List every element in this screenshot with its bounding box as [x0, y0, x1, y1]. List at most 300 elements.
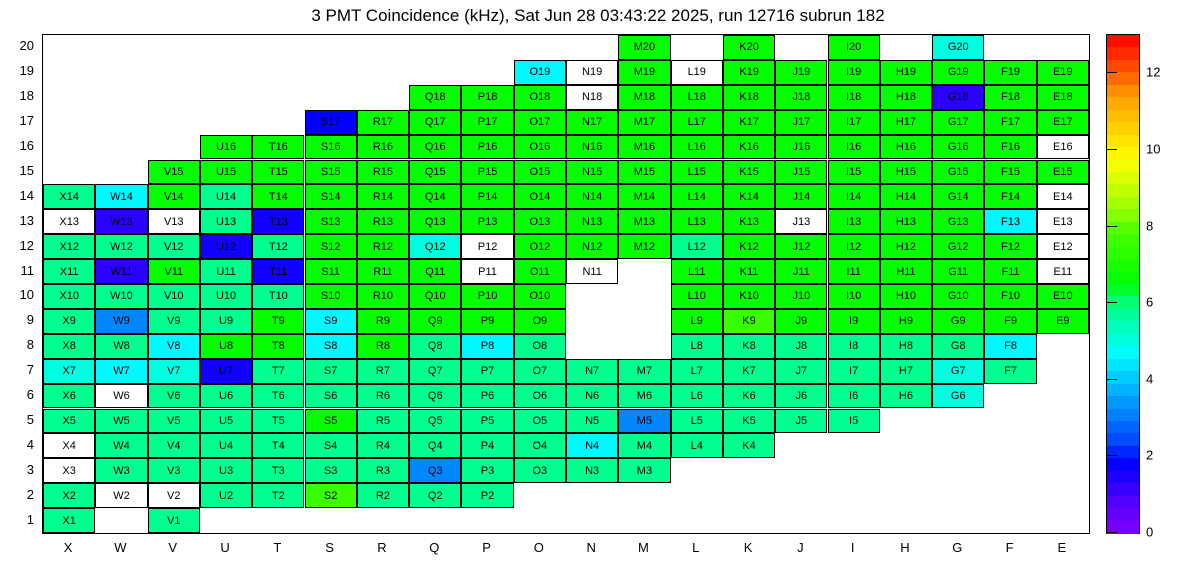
- colorbar-segment: [1107, 396, 1139, 409]
- heatmap-cell: N4: [566, 433, 618, 458]
- heatmap-cell: X13: [43, 209, 95, 234]
- heatmap-cell: V12: [148, 234, 200, 259]
- heatmap-cell: V8: [148, 334, 200, 359]
- heatmap-cell: R13: [357, 209, 409, 234]
- colorbar-segment: [1107, 72, 1139, 85]
- heatmap-cell: I6: [828, 384, 880, 409]
- heatmap-cell: S13: [305, 209, 357, 234]
- heatmap-cell: K12: [723, 234, 775, 259]
- heatmap-cell: G18: [932, 85, 984, 110]
- heatmap-cell: P15: [461, 160, 513, 185]
- heatmap-cell: U15: [200, 160, 252, 185]
- heatmap-cell: H16: [880, 135, 932, 160]
- heatmap-cell: K4: [723, 433, 775, 458]
- y-tick-label: 14: [19, 187, 34, 203]
- heatmap-cell: V13: [148, 209, 200, 234]
- heatmap-cell: V4: [148, 433, 200, 458]
- heatmap-cell: X14: [43, 184, 95, 209]
- colorbar-segment: [1107, 222, 1139, 235]
- colorbar-tick-label: 0: [1146, 524, 1154, 540]
- colorbar-segment: [1107, 446, 1139, 459]
- heatmap-cell: R2: [357, 483, 409, 508]
- x-tick-label: S: [325, 540, 334, 555]
- heatmap-cell: K10: [723, 284, 775, 309]
- y-tick-label: 8: [26, 337, 34, 353]
- heatmap-cell: K18: [723, 85, 775, 110]
- heatmap-cell: I12: [828, 234, 880, 259]
- heatmap-cell: S3: [305, 458, 357, 483]
- heatmap-cell: M3: [618, 458, 670, 483]
- heatmap-cell: G12: [932, 234, 984, 259]
- heatmap-cell: S16: [305, 135, 357, 160]
- x-tick-label: T: [273, 540, 282, 555]
- heatmap-cell: S8: [305, 334, 357, 359]
- x-tick-label: W: [114, 540, 127, 555]
- heatmap-cell: T13: [252, 209, 304, 234]
- heatmap-cell: W9: [95, 309, 147, 334]
- heatmap-cell: E12: [1037, 234, 1089, 259]
- heatmap-cell: P2: [461, 483, 513, 508]
- heatmap-cell: X11: [43, 259, 95, 284]
- heatmap-cell: E10: [1037, 284, 1089, 309]
- colorbar-segment: [1107, 247, 1139, 260]
- heatmap-cell: X4: [43, 433, 95, 458]
- colorbar-segment: [1107, 458, 1139, 471]
- heatmap-cell: N3: [566, 458, 618, 483]
- y-tick-label: 10: [19, 287, 34, 303]
- heatmap-cell: N15: [566, 160, 618, 185]
- heatmap-cell: X10: [43, 284, 95, 309]
- heatmap-cell: R11: [357, 259, 409, 284]
- heatmap-cell: W2: [95, 483, 147, 508]
- x-tick-label: G: [952, 540, 963, 555]
- colorbar-segment: [1107, 421, 1139, 434]
- heatmap-cell: T5: [252, 409, 304, 434]
- heatmap-cell: I17: [828, 110, 880, 135]
- heatmap-cell: N6: [566, 384, 618, 409]
- heatmap-cell: K17: [723, 110, 775, 135]
- heatmap-cell: K16: [723, 135, 775, 160]
- heatmap-cell: X9: [43, 309, 95, 334]
- heatmap-cell: U5: [200, 409, 252, 434]
- y-tick-label: 12: [19, 237, 34, 253]
- heatmap-cell: J5: [775, 409, 827, 434]
- heatmap-cell: L13: [671, 209, 723, 234]
- heatmap-cell: W14: [95, 184, 147, 209]
- heatmap-cell: V6: [148, 384, 200, 409]
- x-tick-label: J: [797, 540, 804, 555]
- heatmap-cell: Q2: [409, 483, 461, 508]
- heatmap-cell: Q18: [409, 85, 461, 110]
- heatmap-cell: Q9: [409, 309, 461, 334]
- heatmap-cell: V2: [148, 483, 200, 508]
- x-tick-label: E: [1057, 540, 1067, 555]
- heatmap-cell: U7: [200, 359, 252, 384]
- heatmap-cell: F14: [984, 184, 1036, 209]
- heatmap-cell: L19: [671, 60, 723, 85]
- heatmap-cell: V1: [148, 508, 200, 533]
- heatmap-cell: V15: [148, 160, 200, 185]
- heatmap-cell: K9: [723, 309, 775, 334]
- heatmap-cell: M13: [618, 209, 670, 234]
- x-tick-label: L: [692, 540, 700, 555]
- y-tick-label: 19: [19, 63, 34, 79]
- heatmap-cell: E9: [1037, 309, 1089, 334]
- heatmap-cell: T11: [252, 259, 304, 284]
- heatmap-cell: S10: [305, 284, 357, 309]
- heatmap-cell: W12: [95, 234, 147, 259]
- heatmap-cell: I7: [828, 359, 880, 384]
- heatmap-cell: H7: [880, 359, 932, 384]
- x-tick-label: Q: [429, 540, 440, 555]
- heatmap-cell: I13: [828, 209, 880, 234]
- heatmap-cell: V5: [148, 409, 200, 434]
- heatmap-cell: H10: [880, 284, 932, 309]
- colorbar-tick: [1106, 532, 1117, 533]
- heatmap-cell: J8: [775, 334, 827, 359]
- heatmap-cell: H14: [880, 184, 932, 209]
- heatmap-cell: N11: [566, 259, 618, 284]
- heatmap-cell: F13: [984, 209, 1036, 234]
- heatmap-cell: N16: [566, 135, 618, 160]
- heatmap-cell: U8: [200, 334, 252, 359]
- colorbar-segment: [1107, 409, 1139, 422]
- heatmap-cell: W4: [95, 433, 147, 458]
- heatmap-cell: W10: [95, 284, 147, 309]
- y-tick-label: 2: [26, 486, 34, 502]
- heatmap-cell: M17: [618, 110, 670, 135]
- heatmap-cell: M5: [618, 409, 670, 434]
- heatmap-cell: G17: [932, 110, 984, 135]
- colorbar-tick: [1106, 149, 1117, 150]
- heatmap-cell: P8: [461, 334, 513, 359]
- colorbar-segment: [1107, 471, 1139, 484]
- heatmap-cell: L17: [671, 110, 723, 135]
- heatmap-cell: L9: [671, 309, 723, 334]
- heatmap-cell: S11: [305, 259, 357, 284]
- heatmap-cell: T2: [252, 483, 304, 508]
- heatmap-cell: J18: [775, 85, 827, 110]
- heatmap-cell: M12: [618, 234, 670, 259]
- heatmap-cell: F19: [984, 60, 1036, 85]
- heatmap-cell: Q16: [409, 135, 461, 160]
- heatmap-cell: O11: [514, 259, 566, 284]
- heatmap-cell: O12: [514, 234, 566, 259]
- heatmap-cell: N7: [566, 359, 618, 384]
- x-tick-label: O: [533, 540, 544, 555]
- heatmap-cell: O14: [514, 184, 566, 209]
- x-tick-label: F: [1005, 540, 1014, 555]
- colorbar-segment: [1107, 321, 1139, 334]
- heatmap-cell: R7: [357, 359, 409, 384]
- heatmap-cell: M18: [618, 85, 670, 110]
- heatmap-cell: N14: [566, 184, 618, 209]
- heatmap-cell: P9: [461, 309, 513, 334]
- heatmap-cell: N13: [566, 209, 618, 234]
- y-tick-label: 4: [26, 436, 34, 452]
- heatmap-cell: L6: [671, 384, 723, 409]
- heatmap-cell: T14: [252, 184, 304, 209]
- heatmap-cell: G10: [932, 284, 984, 309]
- heatmap-cell: U3: [200, 458, 252, 483]
- colorbar-tick: [1106, 379, 1117, 380]
- heatmap-cell: J15: [775, 160, 827, 185]
- y-tick-label: 20: [19, 38, 34, 54]
- heatmap-cell: U11: [200, 259, 252, 284]
- heatmap-cell: E18: [1037, 85, 1089, 110]
- heatmap-cell: V10: [148, 284, 200, 309]
- heatmap-cell: E14: [1037, 184, 1089, 209]
- heatmap-cell: O10: [514, 284, 566, 309]
- x-tick-label: P: [482, 540, 491, 555]
- heatmap-cell: P17: [461, 110, 513, 135]
- heatmap-cell: X12: [43, 234, 95, 259]
- heatmap-cell: F9: [984, 309, 1036, 334]
- colorbar-tick: [1106, 226, 1117, 227]
- heatmap-cell: H8: [880, 334, 932, 359]
- colorbar-tick-label: 2: [1146, 447, 1154, 463]
- heatmap-cell: O17: [514, 110, 566, 135]
- heatmap-cell: V7: [148, 359, 200, 384]
- heatmap-cell: G13: [932, 209, 984, 234]
- colorbar-tick: [1106, 72, 1117, 73]
- colorbar-segment: [1107, 346, 1139, 359]
- heatmap-cell: G11: [932, 259, 984, 284]
- heatmap-cell: P18: [461, 85, 513, 110]
- heatmap-cell: K19: [723, 60, 775, 85]
- x-tick-label: V: [168, 540, 178, 555]
- heatmap-cell: S15: [305, 160, 357, 185]
- heatmap-cell: N18: [566, 85, 618, 110]
- heatmap-cell: Q11: [409, 259, 461, 284]
- heatmap-cell: R3: [357, 458, 409, 483]
- heatmap-cell: H18: [880, 85, 932, 110]
- heatmap-cell: J7: [775, 359, 827, 384]
- colorbar-segment: [1107, 483, 1139, 496]
- heatmap-cell: U16: [200, 135, 252, 160]
- heatmap-cell: P7: [461, 359, 513, 384]
- colorbar: [1106, 34, 1140, 534]
- heatmap-cell: L10: [671, 284, 723, 309]
- x-tick-label: M: [638, 540, 649, 555]
- heatmap-cell: I18: [828, 85, 880, 110]
- x-tick-label: N: [586, 540, 596, 555]
- colorbar-segment: [1107, 272, 1139, 285]
- heatmap-cell: X5: [43, 409, 95, 434]
- heatmap-cell: E15: [1037, 160, 1089, 185]
- heatmap-cell: R5: [357, 409, 409, 434]
- heatmap-cell: L18: [671, 85, 723, 110]
- heatmap-cell: Q17: [409, 110, 461, 135]
- heatmap-cell: P10: [461, 284, 513, 309]
- heatmap-cell: J10: [775, 284, 827, 309]
- colorbar-tick-label: 10: [1146, 141, 1161, 157]
- heatmap-cell: J19: [775, 60, 827, 85]
- heatmap-cell: Q13: [409, 209, 461, 234]
- heatmap-cell: L12: [671, 234, 723, 259]
- heatmap-cell: N19: [566, 60, 618, 85]
- heatmap-cell: O8: [514, 334, 566, 359]
- colorbar-segment: [1107, 172, 1139, 185]
- heatmap-cell: Q5: [409, 409, 461, 434]
- colorbar-segment: [1107, 197, 1139, 210]
- heatmap-cell: L16: [671, 135, 723, 160]
- heatmap-cell: X2: [43, 483, 95, 508]
- heatmap-cell: I5: [828, 409, 880, 434]
- colorbar-tick-label: 8: [1146, 218, 1154, 234]
- heatmap-cell: O19: [514, 60, 566, 85]
- y-tick-label: 17: [19, 113, 34, 129]
- heatmap-cell: W6: [95, 384, 147, 409]
- colorbar-segment: [1107, 334, 1139, 347]
- heatmap-cell: O3: [514, 458, 566, 483]
- heatmap-cell: Q12: [409, 234, 461, 259]
- heatmap-cell: U9: [200, 309, 252, 334]
- heatmap-cell: G19: [932, 60, 984, 85]
- colorbar-segment: [1107, 135, 1139, 148]
- heatmap-cell: O18: [514, 85, 566, 110]
- heatmap-cell: E11: [1037, 259, 1089, 284]
- colorbar-segment: [1107, 371, 1139, 384]
- heatmap-cell: H9: [880, 309, 932, 334]
- heatmap-cell: M4: [618, 433, 670, 458]
- heatmap-cell: W3: [95, 458, 147, 483]
- colorbar-segment: [1107, 184, 1139, 197]
- heatmap-cell: H13: [880, 209, 932, 234]
- heatmap-cell: T8: [252, 334, 304, 359]
- heatmap-cell: J13: [775, 209, 827, 234]
- heatmap-cell: Q3: [409, 458, 461, 483]
- heatmap-cell: P4: [461, 433, 513, 458]
- heatmap-cell: M16: [618, 135, 670, 160]
- x-tick-label: U: [220, 540, 230, 555]
- heatmap-cell: F15: [984, 160, 1036, 185]
- y-tick-label: 5: [26, 411, 34, 427]
- heatmap-cell: G15: [932, 160, 984, 185]
- heatmap-cell: K14: [723, 184, 775, 209]
- heatmap-cell: G14: [932, 184, 984, 209]
- heatmap-cell: H19: [880, 60, 932, 85]
- heatmap-cell: I19: [828, 60, 880, 85]
- heatmap-cell: L7: [671, 359, 723, 384]
- heatmap-cell: Q7: [409, 359, 461, 384]
- heatmap-cell: M14: [618, 184, 670, 209]
- heatmap-cell: N5: [566, 409, 618, 434]
- colorbar-segment: [1107, 35, 1139, 48]
- heatmap-cell: T9: [252, 309, 304, 334]
- heatmap-cell: X7: [43, 359, 95, 384]
- colorbar-tick-label: 6: [1146, 294, 1154, 310]
- heatmap-cell: O9: [514, 309, 566, 334]
- y-tick-label: 13: [19, 212, 34, 228]
- colorbar-segment: [1107, 496, 1139, 509]
- y-tick-label: 7: [26, 362, 34, 378]
- heatmap-cell: G16: [932, 135, 984, 160]
- heatmap-cell: U13: [200, 209, 252, 234]
- heatmap-cell: F17: [984, 110, 1036, 135]
- heatmap-cell: J16: [775, 135, 827, 160]
- heatmap-cell: F16: [984, 135, 1036, 160]
- heatmap-cell: T7: [252, 359, 304, 384]
- heatmap-cell: N12: [566, 234, 618, 259]
- colorbar-segment: [1107, 122, 1139, 135]
- heatmap-cell: O5: [514, 409, 566, 434]
- colorbar-segment: [1107, 284, 1139, 297]
- heatmap-cell: T10: [252, 284, 304, 309]
- heatmap-cell: F8: [984, 334, 1036, 359]
- heatmap-cell: K8: [723, 334, 775, 359]
- y-tick-label: 9: [26, 312, 34, 328]
- heatmap-cell: R8: [357, 334, 409, 359]
- heatmap-cell: U4: [200, 433, 252, 458]
- heatmap-cell: W13: [95, 209, 147, 234]
- y-tick-label: 16: [19, 138, 34, 154]
- heatmap-cell: N17: [566, 110, 618, 135]
- heatmap-cell: X1: [43, 508, 95, 533]
- heatmap-cell: P11: [461, 259, 513, 284]
- heatmap-cell: H6: [880, 384, 932, 409]
- heatmap-cell: O7: [514, 359, 566, 384]
- x-tick-label: K: [743, 540, 753, 555]
- heatmap-cell: P14: [461, 184, 513, 209]
- heatmap-cell: K20: [723, 35, 775, 60]
- heatmap-cell: I11: [828, 259, 880, 284]
- heatmap-cell: I8: [828, 334, 880, 359]
- heatmap-cell: K13: [723, 209, 775, 234]
- heatmap-cell: L14: [671, 184, 723, 209]
- y-tick-label: 6: [26, 387, 34, 403]
- heatmap-cell: R10: [357, 284, 409, 309]
- heatmap-cell: H15: [880, 160, 932, 185]
- heatmap-cell: R15: [357, 160, 409, 185]
- heatmap-cell: I10: [828, 284, 880, 309]
- heatmap-cell: S4: [305, 433, 357, 458]
- heatmap-cell: J17: [775, 110, 827, 135]
- heatmap-cell: O13: [514, 209, 566, 234]
- heatmap-cell: P13: [461, 209, 513, 234]
- heatmap-cell: Q8: [409, 334, 461, 359]
- colorbar-segment: [1107, 97, 1139, 110]
- heatmap-cell: F7: [984, 359, 1036, 384]
- heatmap-cell: E16: [1037, 135, 1089, 160]
- x-tick-label: I: [850, 540, 855, 555]
- colorbar-segment: [1107, 209, 1139, 222]
- heatmap-cell: U10: [200, 284, 252, 309]
- colorbar-segment: [1107, 309, 1139, 322]
- heatmap-cell: H12: [880, 234, 932, 259]
- heatmap-cell: M7: [618, 359, 670, 384]
- heatmap-cell: E19: [1037, 60, 1089, 85]
- heatmap-cell: G20: [932, 35, 984, 60]
- heatmap-cell: F18: [984, 85, 1036, 110]
- heatmap-cell: Q14: [409, 184, 461, 209]
- heatmap-cell: U12: [200, 234, 252, 259]
- heatmap-cell: S5: [305, 409, 357, 434]
- heatmap-cell: P6: [461, 384, 513, 409]
- heatmap-cell: F11: [984, 259, 1036, 284]
- colorbar-segment: [1107, 508, 1139, 521]
- heatmap-cell: V11: [148, 259, 200, 284]
- heatmap-cell: F12: [984, 234, 1036, 259]
- heatmap-cell: Q4: [409, 433, 461, 458]
- heatmap-cell: K5: [723, 409, 775, 434]
- heatmap-cell: S9: [305, 309, 357, 334]
- heatmap-cell: T12: [252, 234, 304, 259]
- heatmap-cell: M6: [618, 384, 670, 409]
- heatmap-cell: T15: [252, 160, 304, 185]
- colorbar-segment: [1107, 384, 1139, 397]
- heatmap-cell: X3: [43, 458, 95, 483]
